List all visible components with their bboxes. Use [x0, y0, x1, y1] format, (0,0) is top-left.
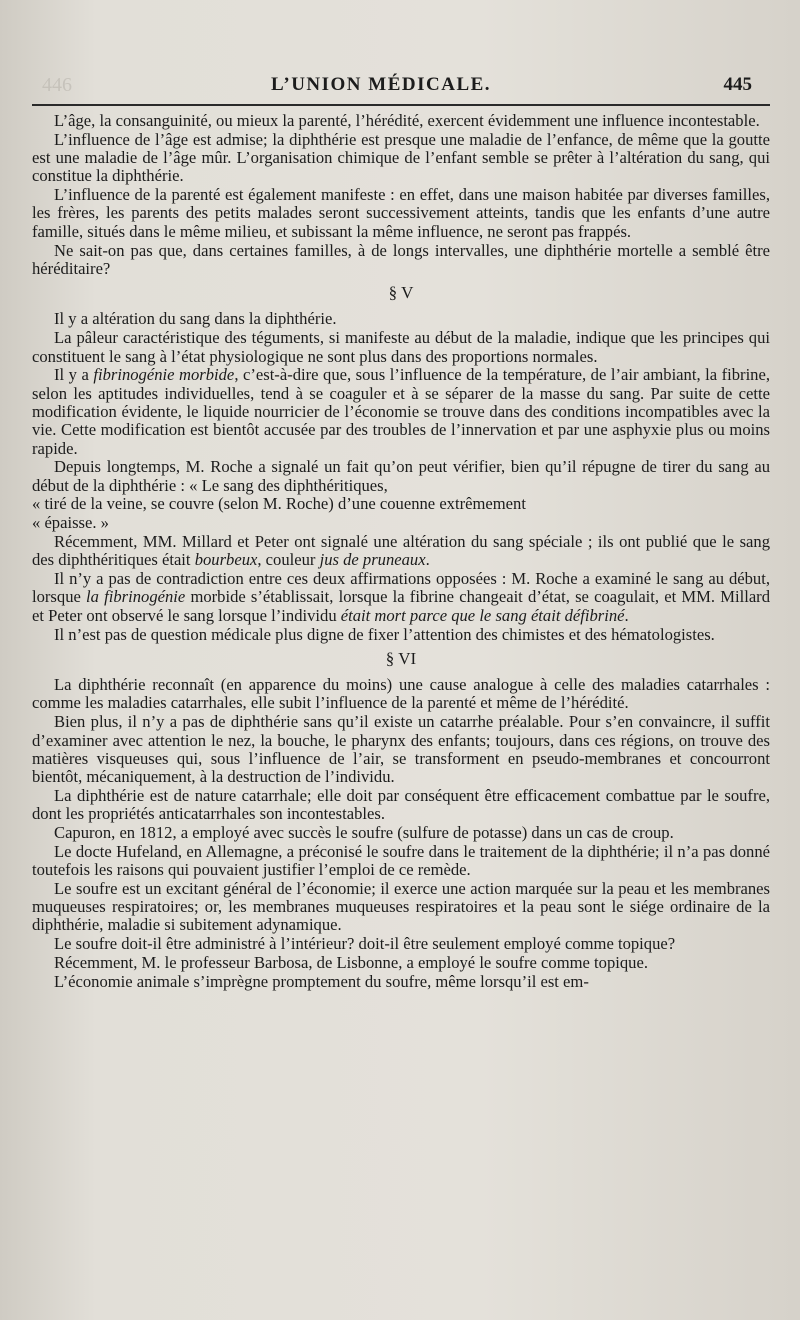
paragraph: L’influence de la parenté est également manifeste : en effet, dans une maison habitée par diverses familles, les frères, les parents des petits malades seront successivement atteints, tandis que les enfants d’une autre famille, situés dans le même milieu, et subissant la même influence, ne seront pas frappés. [32, 185, 770, 241]
paragraph [32, 570, 770, 625]
bleed-through-folio: 446 [42, 74, 72, 96]
italic-term: jus de pruneaux [319, 550, 426, 570]
paragraph: L’âge, la consanguinité, ou mieux la parenté, l’hérédité, exercent évidemment une influence incontestable. [54, 111, 760, 130]
text-run: , couleur [257, 550, 320, 570]
text-run: morbide s’établissait, lorsque la fibrine changeait d’état, se coagulait, et MM. Millard et Peter ont observé le sang lorsque l’individu [32, 587, 771, 625]
paragraph: Il y a altération du sang dans la diphthérie. [54, 309, 337, 329]
paragraph: Ne sait-on pas que, dans certaines familles, à de longs intervalles, une diphthérie mortelle a semblé être héréditaire? [32, 240, 770, 278]
article-body [32, 112, 770, 991]
paragraph: Il n’est pas de question médicale plus digne de fixer l’attention des chimistes et des hématologistes. [54, 624, 715, 644]
quote-line: « tiré de la veine, se couvre (selon M. Roche) d’une couenne extrêmement [32, 494, 526, 514]
italic-term: la fibrinogénie [86, 587, 186, 607]
paragraph: La pâleur caractéristique des téguments, si manifeste au début de la maladie, indique que les principes qui constituent le sang à l’état physiologique ne sont plus dans des proportions normales. [32, 328, 770, 366]
paragraph: Bien plus, il n’y a pas de diphthérie sans qu’il existe un catarrhe préalable. Pour s’en convaincre, il suffit d’examiner avec attention le nez, la bouche, le pharynx des enfants; toujours, dans ces régions, on trouve des matières visqueuses qui, sous l’influence de l’air, se transforment en pseudo-membranes et concourront bientôt, mécaniquement, à la destruction de l’individu. [32, 712, 770, 787]
paragraph: Le docte Hufeland, en Allemagne, a préconisé le soufre dans le traitement de la diphthérie; il n’a pas donné toutefois les raisons qui pouvaient justifier l’emploi de ce remède. [32, 841, 770, 880]
text-run: . [425, 550, 430, 570]
italic-term: était mort parce que le sang était défibriné [340, 605, 625, 625]
section-heading-vi: § VI [385, 648, 417, 668]
paragraph: L’économie animale s’imprègne promptement du soufre, même lorsqu’il est em- [54, 971, 589, 991]
paragraph: Récemment, M. le professeur Barbosa, de Lisbonne, a employé le soufre comme topique. [54, 953, 648, 973]
paragraph: Depuis longtemps, M. Roche a signalé un fait qu’on peut vérifier, bien qu’il répugne de tirer du sang au début de la diphthérie : « Le sang des diphthéritiques, [32, 457, 770, 495]
text-run: . [624, 605, 629, 625]
header-rule [32, 104, 770, 106]
paragraph: Capuron, en 1812, a employé avec succès le soufre (sulfure de potasse) dans un cas de croup. [54, 822, 674, 842]
text-run: Il y a [54, 365, 94, 385]
italic-term: bourbeux [194, 550, 258, 570]
paragraph: La diphthérie reconnaît (en apparence du moins) une cause analogue à celle des maladies catarrhales : comme les maladies catarrhales, elle subit l’influence de la parenté et même de l’hérédité. [32, 675, 770, 713]
paragraph [32, 366, 770, 457]
paragraph: L’influence de l’âge est admise; la diphthérie est presque une maladie de l’enfance, de même que la goutte est une maladie de l’âge mûr. L’organisation chimique de l’enfant semble se prêter à l’altération du sang, qui constitue la diphthérie. [32, 129, 770, 186]
running-head [32, 62, 752, 96]
paragraph: Le soufre doit-il être administré à l’intérieur? doit-il être seulement employé comme topique? [54, 934, 676, 954]
section-heading-v: § V [388, 283, 414, 303]
page-number: 445 [723, 74, 752, 95]
paragraph: La diphthérie est de nature catarrhale; elle doit par conséquent être efficacement combattue par le soufre, dont les propriétés anticatarrhales son incontestables. [32, 785, 770, 824]
text-run: Il n’y a pas de contradiction entre ces deux affirmations opposées : M. Roche a examiné le sang au début, lorsque [32, 569, 770, 607]
quote-line: « épaisse. » [32, 513, 109, 533]
journal-title: L’UNION MÉDICALE. [270, 74, 492, 95]
text-run: , c’est-à-dire que, sous l’influence de la température, de l’air ambiant, la fibrine, selon les aptitudes individuelles, tend à se coaguler et à se séparer de la masse du sang. Par suite de cette modification évidente, le liquide nourricier de l’économie se trouve dans des conditions incompatibles avec la vie. Cette modification est bientôt accusée par des troubles de l’innervation et par une asphyxie plus ou moins rapide. [32, 365, 770, 458]
paragraph [32, 533, 770, 570]
italic-term: fibrinogénie morbide [93, 365, 235, 385]
paragraph: Le soufre est un excitant général de l’économie; il exerce une action marquée sur la peau et les membranes muqueuses respiratoires; or, les membranes muqueuses respiratoires et la peau sont le siége ordinaire de la diphthérie, maladie si subitement adynamique. [32, 878, 770, 935]
text-run: Récemment, MM. Millard et Peter ont signalé une altération du sang spéciale ; ils ont publié que le sang des diphthéritiques était [32, 532, 770, 570]
